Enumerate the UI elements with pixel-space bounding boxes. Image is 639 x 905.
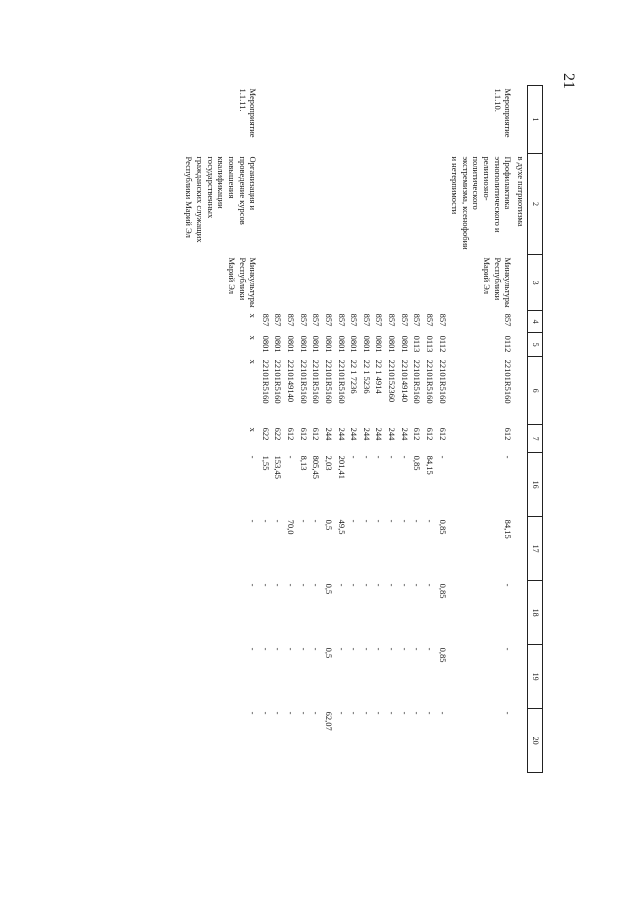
- cell-c6: 2210149140: [286, 359, 297, 403]
- cell-c20: -: [425, 711, 435, 715]
- cell-c16: -: [503, 455, 514, 459]
- cell-c3: Минкультуры Республики Марий Эл: [482, 257, 514, 308]
- table-row: [183, 86, 259, 773]
- cell-c1: [297, 86, 310, 154]
- column-header-1: 1: [528, 86, 543, 154]
- cell-c2: [348, 154, 361, 255]
- cell-c6: x: [248, 359, 259, 364]
- cell-c2: [423, 154, 436, 255]
- cell-c4: 857: [387, 313, 398, 327]
- cell-c3: [259, 255, 272, 311]
- cell-c20: -: [361, 711, 372, 715]
- cell-c18: 0,85: [437, 583, 448, 599]
- cell-c19: -: [336, 647, 347, 651]
- cell-c20: -: [273, 711, 284, 715]
- cell-c2: Профилактика этнополитического и религиозно-политического экстремизма, ксенофобии и нетерпимости: [450, 156, 514, 250]
- cell-c7: 612: [311, 427, 322, 441]
- cell-c3: [285, 255, 298, 311]
- cell-c2: [322, 154, 335, 255]
- table-row: [285, 86, 298, 773]
- cell-c1: [259, 86, 272, 154]
- cell-c1: [398, 86, 411, 154]
- cell-c7: 612: [298, 427, 309, 441]
- cell-c16: -: [286, 455, 297, 459]
- cell-c16: 84,15: [425, 455, 435, 475]
- cell-c6: 22101R5160: [273, 359, 284, 404]
- cell-c4: 857: [336, 313, 347, 327]
- cell-c20: 62,07: [324, 711, 334, 731]
- cell-c1: [360, 86, 373, 154]
- cell-c17: -: [387, 519, 398, 523]
- cell-c18: -: [387, 583, 398, 587]
- cell-c20: -: [336, 711, 347, 715]
- cell-c1: [310, 86, 323, 154]
- table-row: [297, 86, 310, 773]
- cell-c5: 0801: [399, 335, 410, 353]
- cell-c17: -: [248, 519, 259, 523]
- cell-c7: 612: [412, 427, 423, 441]
- cell-c5: x: [248, 335, 259, 340]
- cell-c5: 0113: [425, 335, 435, 353]
- table-row: [322, 86, 335, 773]
- cell-c7: 244: [324, 427, 334, 441]
- cell-c18: -: [311, 583, 322, 587]
- cell-c18: -: [298, 583, 309, 587]
- cell-c3: [310, 255, 323, 311]
- cell-c20: -: [311, 711, 322, 715]
- cell-c3: [411, 255, 424, 311]
- cell-c6: 22101R5160: [298, 359, 309, 404]
- cell-c6: 22101R5160: [425, 359, 435, 404]
- cell-c19: -: [425, 647, 435, 651]
- cell-c17: 0,85: [437, 519, 448, 535]
- cell-c3: [386, 255, 399, 311]
- cell-c6: 22101R5160: [412, 359, 423, 404]
- column-header-7: 7: [528, 425, 543, 453]
- cell-c5: 0801: [349, 335, 360, 353]
- cell-c5: 0801: [361, 335, 372, 353]
- cell-c6: 22101R5160: [311, 359, 322, 404]
- cell-c4: 857: [503, 313, 514, 327]
- cell-c4: 857: [412, 313, 423, 327]
- cell-c18: -: [425, 583, 435, 587]
- cell-c4: 857: [349, 313, 360, 327]
- cell-c16: 805,45: [311, 455, 322, 480]
- cell-c7: 622: [273, 427, 284, 441]
- cell-c18: -: [260, 583, 271, 587]
- cell-c1: [436, 86, 449, 154]
- table-row: [360, 86, 373, 773]
- cell-c17: -: [260, 519, 271, 523]
- cell-c18: -: [248, 583, 259, 587]
- cell-c1: [285, 86, 298, 154]
- cell-c5: 0112: [437, 335, 448, 353]
- cell-c4: 857: [311, 313, 322, 327]
- cell-c6: 22101R5160: [324, 359, 334, 404]
- cell-c2: [386, 154, 399, 255]
- cell-c18: -: [374, 583, 385, 587]
- cell-c17: -: [273, 519, 284, 523]
- table-row: [259, 86, 272, 773]
- cell-c19: -: [273, 647, 284, 651]
- cell-c7: 244: [349, 427, 360, 441]
- cell-c16: -: [374, 455, 385, 459]
- cell-c3: [373, 255, 386, 311]
- cell-c19: -: [374, 647, 385, 651]
- cell-c2: [373, 154, 386, 255]
- cell-c5: 0112: [503, 335, 514, 353]
- cell-c16: 0,85: [412, 455, 423, 471]
- cell-c20: -: [387, 711, 398, 715]
- cell-c6: 22 1 4914: [374, 359, 385, 394]
- cell-c19: -: [387, 647, 398, 651]
- cell-c18: -: [399, 583, 410, 587]
- cell-c20: -: [349, 711, 360, 715]
- cell-c19: -: [349, 647, 360, 651]
- cell-c18: -: [412, 583, 423, 587]
- cell-c5: 0801: [298, 335, 309, 353]
- cell-c2: [310, 154, 323, 255]
- cell-c1: [335, 86, 348, 154]
- cell-c19: -: [286, 647, 297, 651]
- cell-c16: 1,55: [260, 455, 271, 471]
- cell-c16: 8,13: [298, 455, 309, 471]
- cell-c18: -: [503, 583, 514, 587]
- table-row: [386, 86, 399, 773]
- cell-c5: 0801: [273, 335, 284, 353]
- cell-c6: 22101R5160: [260, 359, 271, 404]
- cell-c2: [360, 154, 373, 255]
- cell-c17: -: [374, 519, 385, 523]
- column-header-6: 6: [528, 357, 543, 425]
- cell-c7: 244: [374, 427, 385, 441]
- cell-c7: 244: [387, 427, 398, 441]
- cell-c7: 244: [399, 427, 410, 441]
- cell-c18: -: [336, 583, 347, 587]
- cell-c18: -: [361, 583, 372, 587]
- cell-c1: [411, 86, 424, 154]
- page-number-wrap: [560, 72, 600, 102]
- cell-c5: 0801: [311, 335, 322, 353]
- cell-c6: 22 1 7236: [349, 359, 360, 394]
- cell-c4: 857: [425, 313, 435, 327]
- cell-c17: 49,5: [336, 519, 347, 535]
- cell-c3: [335, 255, 348, 311]
- column-header-2: 2: [528, 154, 543, 255]
- cell-c6: 2210149140: [399, 359, 410, 403]
- cell-c17: 0,5: [324, 519, 334, 531]
- cell-c6: 2210152360: [387, 359, 398, 403]
- cell-c4: 857: [437, 313, 448, 327]
- cell-c16: -: [361, 455, 372, 459]
- cell-c5: 0801: [286, 335, 297, 353]
- cell-c17: -: [349, 519, 360, 523]
- cell-c16: 2,03: [324, 455, 334, 471]
- table-row: [310, 86, 323, 773]
- cell-c2: [272, 154, 285, 255]
- cell-c7: x: [248, 427, 259, 432]
- cell-c20: -: [298, 711, 309, 715]
- column-header-18: 18: [528, 581, 543, 645]
- cell-c20: -: [260, 711, 271, 715]
- cell-c17: 84,15: [503, 519, 514, 539]
- cell-c7: 612: [503, 427, 514, 441]
- cell-c16: -: [248, 455, 259, 459]
- table-row: [436, 86, 449, 773]
- rotated-table-container: [123, 85, 543, 845]
- table-row: [348, 86, 361, 773]
- section-note: в духе патриотизма: [516, 156, 526, 227]
- cell-c3: [272, 255, 285, 311]
- cell-c5: 0801: [260, 335, 271, 353]
- cell-c3: [360, 255, 373, 311]
- cell-c17: -: [412, 519, 423, 523]
- cell-c20: -: [503, 711, 514, 715]
- cell-c6: 22 1 5236: [361, 359, 372, 394]
- table-row: [272, 86, 285, 773]
- cell-c5: 0801: [336, 335, 347, 353]
- column-header-19: 19: [528, 645, 543, 709]
- cell-c3: [398, 255, 411, 311]
- cell-c19: -: [361, 647, 372, 651]
- cell-c16: 201,41: [336, 455, 347, 480]
- cell-c6: 22101R5160: [336, 359, 347, 404]
- cell-c6: 22101R5160: [437, 359, 448, 404]
- cell-c7: 244: [361, 427, 372, 441]
- cell-c20: -: [286, 711, 297, 715]
- cell-c19: -: [248, 647, 259, 651]
- cell-c18: 0,5: [324, 583, 334, 595]
- cell-c7: 612: [286, 427, 297, 441]
- cell-c6: 22101R5160: [503, 359, 514, 404]
- column-header-20: 20: [528, 709, 543, 773]
- cell-c1: [272, 86, 285, 154]
- cell-c5: 0801: [374, 335, 385, 353]
- cell-c5: 0801: [324, 335, 334, 353]
- cell-c2: [297, 154, 310, 255]
- cell-c3: [423, 255, 436, 311]
- cell-c2: [335, 154, 348, 255]
- cell-c20: -: [399, 711, 410, 715]
- cell-c18: -: [273, 583, 284, 587]
- cell-c1: Мероприятие 1.1.10.: [492, 88, 514, 138]
- cell-c2: [411, 154, 424, 255]
- table-row: [411, 86, 424, 773]
- cell-c18: -: [286, 583, 297, 587]
- column-header-17: 17: [528, 517, 543, 581]
- table-row: [335, 86, 348, 773]
- cell-c7: 622: [260, 427, 271, 441]
- cell-c4: 857: [374, 313, 385, 327]
- cell-c18: -: [349, 583, 360, 587]
- cell-c16: 153,45: [273, 455, 284, 480]
- cell-c19: 0,5: [324, 647, 334, 659]
- column-header-4: 4: [528, 311, 543, 333]
- cell-c3: [297, 255, 310, 311]
- cell-c16: -: [387, 455, 398, 459]
- cell-c19: -: [298, 647, 309, 651]
- column-header-3: 3: [528, 255, 543, 311]
- cell-c3: [322, 255, 335, 311]
- table-header-row: [528, 86, 543, 773]
- cell-c2: [285, 154, 298, 255]
- cell-c16: -: [437, 455, 448, 459]
- cell-c4: 857: [361, 313, 372, 327]
- table-body: [183, 86, 528, 773]
- cell-c19: -: [503, 647, 514, 651]
- column-header-16: 16: [528, 453, 543, 517]
- cell-c16: -: [349, 455, 360, 459]
- cell-c1: [373, 86, 386, 154]
- cell-c20: -: [437, 711, 448, 715]
- cell-c20: -: [374, 711, 385, 715]
- cell-c19: -: [412, 647, 423, 651]
- cell-c7: 244: [336, 427, 347, 441]
- cell-c19: -: [260, 647, 271, 651]
- cell-c1: [348, 86, 361, 154]
- cell-c3: Минкультуры Республики Марий Эл: [227, 257, 259, 308]
- cell-c4: 857: [273, 313, 284, 327]
- cell-c7: 612: [425, 427, 435, 441]
- cell-c3: [348, 255, 361, 311]
- cell-c2: [436, 154, 449, 255]
- table-row: [373, 86, 386, 773]
- table-row: [449, 86, 515, 773]
- cell-c5: 0801: [387, 335, 398, 353]
- cell-c2: Организация и проведение курсов повышения квалификации государственных гражданских служащих Республики Марий Эл: [184, 156, 259, 243]
- cell-c17: -: [298, 519, 309, 523]
- table-row: [398, 86, 411, 773]
- cell-c1: Мероприятие 1.1.11.: [237, 88, 259, 138]
- table-row: [423, 86, 436, 773]
- cell-c17: -: [361, 519, 372, 523]
- cell-c1: [423, 86, 436, 154]
- column-header-5: 5: [528, 333, 543, 357]
- cell-c4: 857: [298, 313, 309, 327]
- cell-c2: [398, 154, 411, 255]
- cell-c4: 857: [324, 313, 334, 327]
- page-number: 21: [560, 73, 577, 89]
- cell-c4: 857: [399, 313, 410, 327]
- cell-c17: -: [425, 519, 435, 523]
- section-note-row: [514, 86, 527, 773]
- cell-c20: -: [412, 711, 423, 715]
- cell-c1: [322, 86, 335, 154]
- cell-c3: [436, 255, 449, 311]
- cell-c4: 857: [260, 313, 271, 327]
- cell-c19: 0,85: [437, 647, 448, 663]
- budget-table: [183, 85, 543, 773]
- cell-c1: [386, 86, 399, 154]
- cell-c17: -: [311, 519, 322, 523]
- cell-c19: -: [311, 647, 322, 651]
- cell-c5: 0113: [412, 335, 423, 353]
- cell-c17: -: [399, 519, 410, 523]
- cell-c19: -: [399, 647, 410, 651]
- cell-c7: 612: [437, 427, 448, 441]
- cell-c2: [259, 154, 272, 255]
- cell-c4: x: [248, 313, 259, 318]
- cell-c20: -: [248, 711, 259, 715]
- cell-c17: 70,0: [286, 519, 297, 535]
- cell-c16: -: [399, 455, 410, 459]
- cell-c4: 857: [286, 313, 297, 327]
